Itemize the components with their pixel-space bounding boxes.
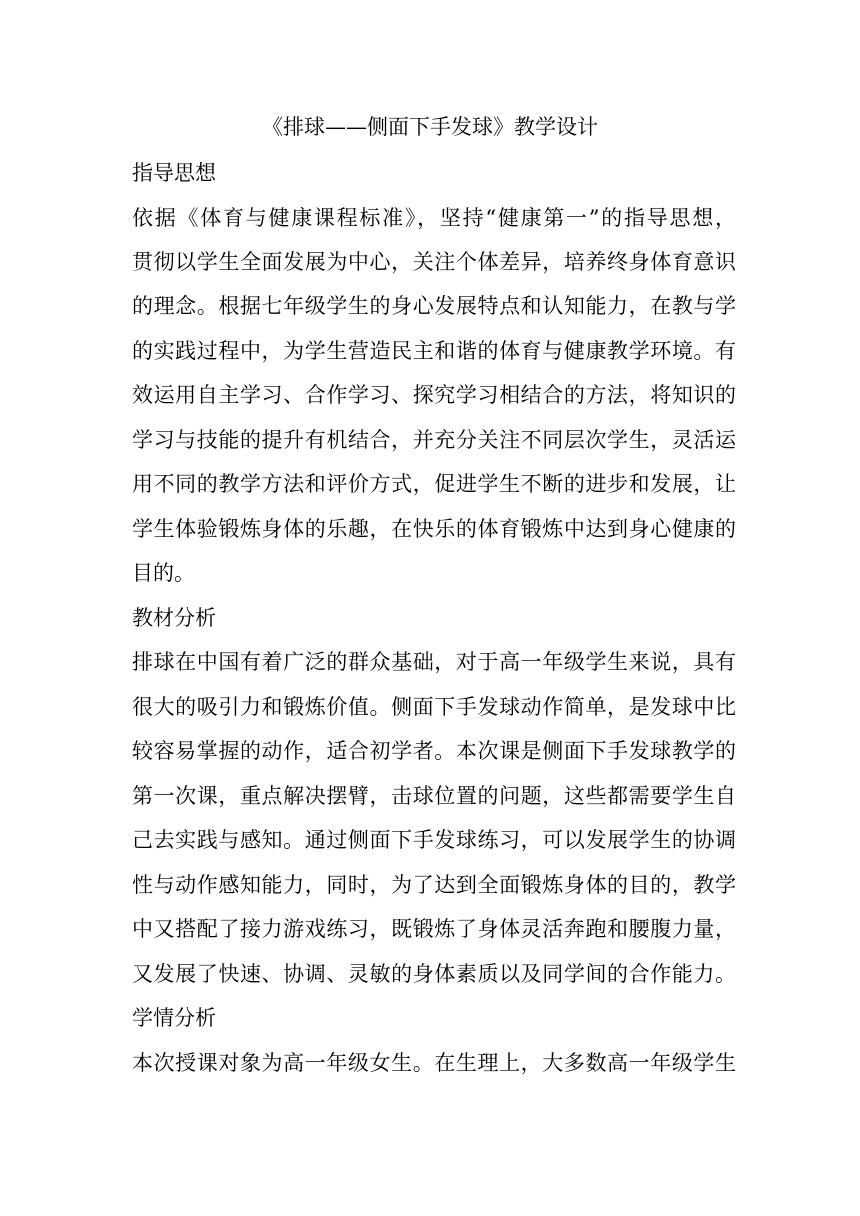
paragraph-line: 较容易掌握的动作，适合初学者。本次课是侧面下手发球教学的 — [132, 739, 736, 763]
paragraph-line: 中又搭配了接力游戏练习，既锻炼了身体灵活奔跑和腰腹力量， — [132, 917, 736, 941]
section-heading-learner-analysis: 学情分析 — [132, 1006, 216, 1030]
paragraph-line: 排球在中国有着广泛的群众基础，对于高一年级学生来说，具有 — [132, 650, 736, 674]
document-title: 《排球——侧面下手发球》教学设计 — [262, 115, 598, 139]
paragraph-line: 的实践过程中，为学生营造民主和谐的体育与健康教学环境。有 — [132, 339, 736, 363]
paragraph-line: 目的。 — [132, 561, 195, 585]
section-heading-guiding-ideology: 指导思想 — [132, 161, 216, 185]
section-heading-material-analysis: 教材分析 — [132, 606, 216, 630]
paragraph-line: 的理念。根据七年级学生的身心发展特点和认知能力，在教与学 — [132, 294, 736, 318]
paragraph-line: 学习与技能的提升有机结合，并充分关注不同层次学生，灵活运 — [132, 428, 736, 452]
paragraph-line: 第一次课，重点解决摆臂，击球位置的问题，这些都需要学生自 — [132, 784, 736, 808]
paragraph-line: 很大的吸引力和锻炼价值。侧面下手发球动作简单，是发球中比 — [132, 695, 736, 719]
paragraph-line: 用不同的教学方法和评价方式，促进学生不断的进步和发展，让 — [132, 472, 736, 496]
paragraph-line: 贯彻以学生全面发展为中心，关注个体差异，培养终身体育意识 — [132, 250, 736, 274]
paragraph-line: 依据《体育与健康课程标准》，坚持“健康第一”的指导思想， — [132, 206, 736, 230]
paragraph-line: 本次授课对象为高一年级女生。在生理上，大多数高一年级学生 — [132, 1051, 736, 1075]
paragraph-line: 效运用自主学习、合作学习、探究学习相结合的方法，将知识的 — [132, 383, 736, 407]
paragraph-line: 性与动作感知能力，同时，为了达到全面锻炼身体的目的，教学 — [132, 873, 736, 897]
paragraph-line: 又发展了快速、协调、灵敏的身体素质以及同学间的合作能力。 — [132, 962, 736, 986]
paragraph-line: 己去实践与感知。通过侧面下手发球练习，可以发展学生的协调 — [132, 828, 736, 852]
paragraph-line: 学生体验锻炼身体的乐趣，在快乐的体育锻炼中达到身心健康的 — [132, 517, 736, 541]
